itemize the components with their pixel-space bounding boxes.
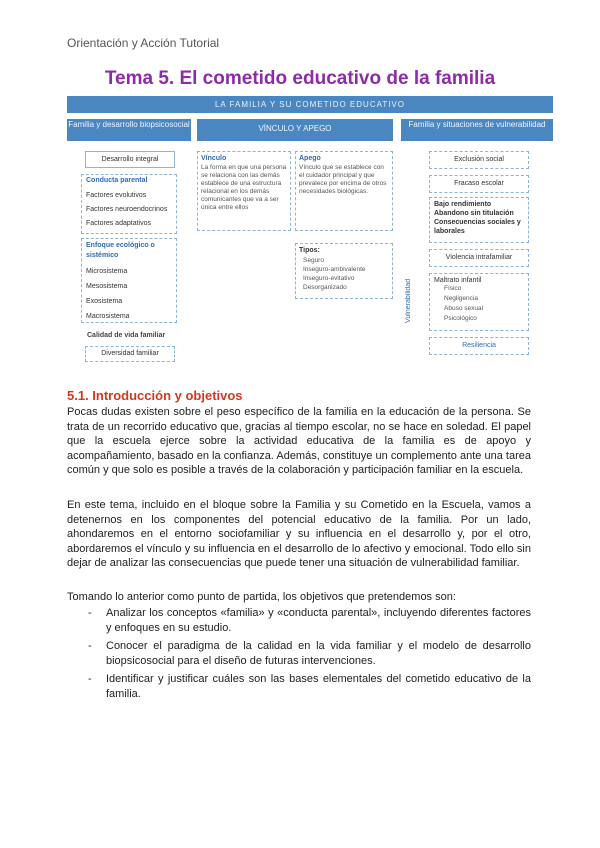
- tipos-box: [295, 243, 393, 299]
- diagram-banner: LA FAMILIA Y SU COMETIDO EDUCATIVO: [67, 96, 553, 113]
- tipo-item: Desorganizado: [303, 284, 347, 291]
- maltrato-title: Maltrato infantil: [434, 277, 482, 284]
- objective-item: - Conocer el paradigma de la calidad en la vida familiar y el modelo de desarrollo biopsicosocial para el diseño de futuras intervenciones.: [88, 640, 531, 667]
- page-title: Tema 5. El cometido educativo de la familia: [104, 68, 496, 89]
- fracaso-item: Consecuencias sociales y laborales: [434, 219, 521, 235]
- conducta-item: Factores adaptativos: [86, 220, 151, 227]
- intro-paragraph-1: Pocas dudas existen sobre el peso específico de la familia en la educación de la persona. Se trata de un recorrido educativo que, gracias al tiempo escolar, no se hace en soledad. El papel que la escuela ejerce sobre la actividad educativa de la familia es de apoyo y acompañamiento, basado en la confianza. Además, constituye un complemento ante una tarea común y que solo es posible a través de la colaboración y participación familiar en la escuela.: [67, 406, 531, 476]
- ecologico-box: [81, 238, 177, 323]
- tipo-item: Seguro: [303, 257, 324, 264]
- tipo-item: Inseguro-ambivalente: [303, 266, 366, 273]
- running-header: Orientación y Acción Tutorial: [67, 36, 220, 50]
- bullet-dash: -: [88, 640, 92, 652]
- exclusion-box: Exclusión social: [429, 151, 529, 169]
- maltrato-item: Psicológico: [444, 315, 477, 322]
- diversidad-box: Diversidad familiar: [85, 346, 175, 362]
- apego-text: Vínculo que se establece con el cuidador principal y que prevalece por encima de otros necesidades biológicas.: [299, 164, 387, 195]
- tipo-item: Inseguro-evitativo: [303, 275, 355, 282]
- ecologico-item: Mesosistema: [86, 283, 128, 290]
- intro-paragraph-2: En este tema, incluido en el bloque sobre la Familia y su Cometido en la Escuela, vamos a detenernos en los componentes del potencial educativo de la familia. Por un lado, ahondaremos en el entorno sociofamiliar y su influencia en el desarrollo y, por el otro, abordaremos el vínculo y su influencia en el desarrollo de lo afectivo y emocional. Todo ello sin dejar de analizar las consecuencias que puede tener una situación de vulnerabilidad familiar.: [67, 499, 531, 569]
- conducta-title: Conducta parental: [86, 177, 148, 184]
- fracaso-items-box: [429, 197, 529, 243]
- col3-heading: Familia y situaciones de vulnerabilidad: [401, 119, 553, 141]
- conducta-box: [81, 174, 177, 234]
- vulnerabilidad-label: Vulnerabilidad: [405, 278, 412, 324]
- fracaso-item: Abandono sin titulación: [434, 210, 514, 217]
- vinculo-title: Vínculo: [201, 155, 227, 162]
- vinculo-text: La forma en que una persona se relaciona con las demás establece de una estructura relacional en los demás comunicantes que va a ser única entre ellos: [201, 164, 287, 211]
- conducta-item: Factores evolutivos: [86, 192, 147, 199]
- tipos-title: Tipos:: [299, 247, 320, 254]
- ecologico-item: Microsistema: [86, 268, 128, 275]
- violencia-box: Violencia intrafamiliar: [429, 249, 529, 267]
- bullet-dash: -: [88, 673, 92, 685]
- bullet-dash: -: [88, 607, 92, 619]
- calidad-label: Calidad de vida familiar: [87, 332, 166, 339]
- apego-box: [295, 151, 393, 231]
- objective-item: - Identificar y justificar cuáles son las bases elementales del cometido educativo de la familia.: [88, 673, 531, 700]
- fracaso-box: Fracaso escolar: [429, 175, 529, 193]
- maltrato-item: Abuso sexual: [444, 305, 484, 312]
- concept-diagram: [67, 96, 553, 364]
- fracaso-item: Bajo rendimiento: [434, 201, 492, 208]
- ecologico-item: Macrosistema: [86, 313, 130, 320]
- section-heading: 5.1. Introducción y objetivos: [67, 388, 243, 403]
- col2-heading: VÍNCULO Y APEGO: [197, 119, 393, 141]
- objectives-list: [88, 606, 531, 705]
- resiliencia-box: Resiliencia: [429, 337, 529, 355]
- desarrollo-box: Desarrollo integral: [85, 151, 175, 168]
- apego-title: Apego: [299, 155, 321, 162]
- conducta-item: Factores neuroendocrinos: [86, 206, 168, 213]
- ecologico-item: Exosistema: [86, 298, 123, 305]
- maltrato-box: [429, 273, 529, 331]
- objective-item: - Analizar los conceptos «familia» y «conducta parental», incluyendo diferentes factores y enfoques en su estudio.: [88, 607, 531, 634]
- col1-heading: Familia y desarrollo biopsicosocial: [67, 119, 191, 141]
- intro-paragraph-3: Tomando lo anterior como punto de partida, los objetivos que pretendemos son:: [67, 591, 456, 603]
- ecologico-title: Enfoque ecológico o sistémico: [86, 242, 155, 259]
- vinculo-box: [197, 151, 291, 231]
- maltrato-item: Negligencia: [444, 295, 478, 302]
- maltrato-item: Físico: [444, 285, 462, 292]
